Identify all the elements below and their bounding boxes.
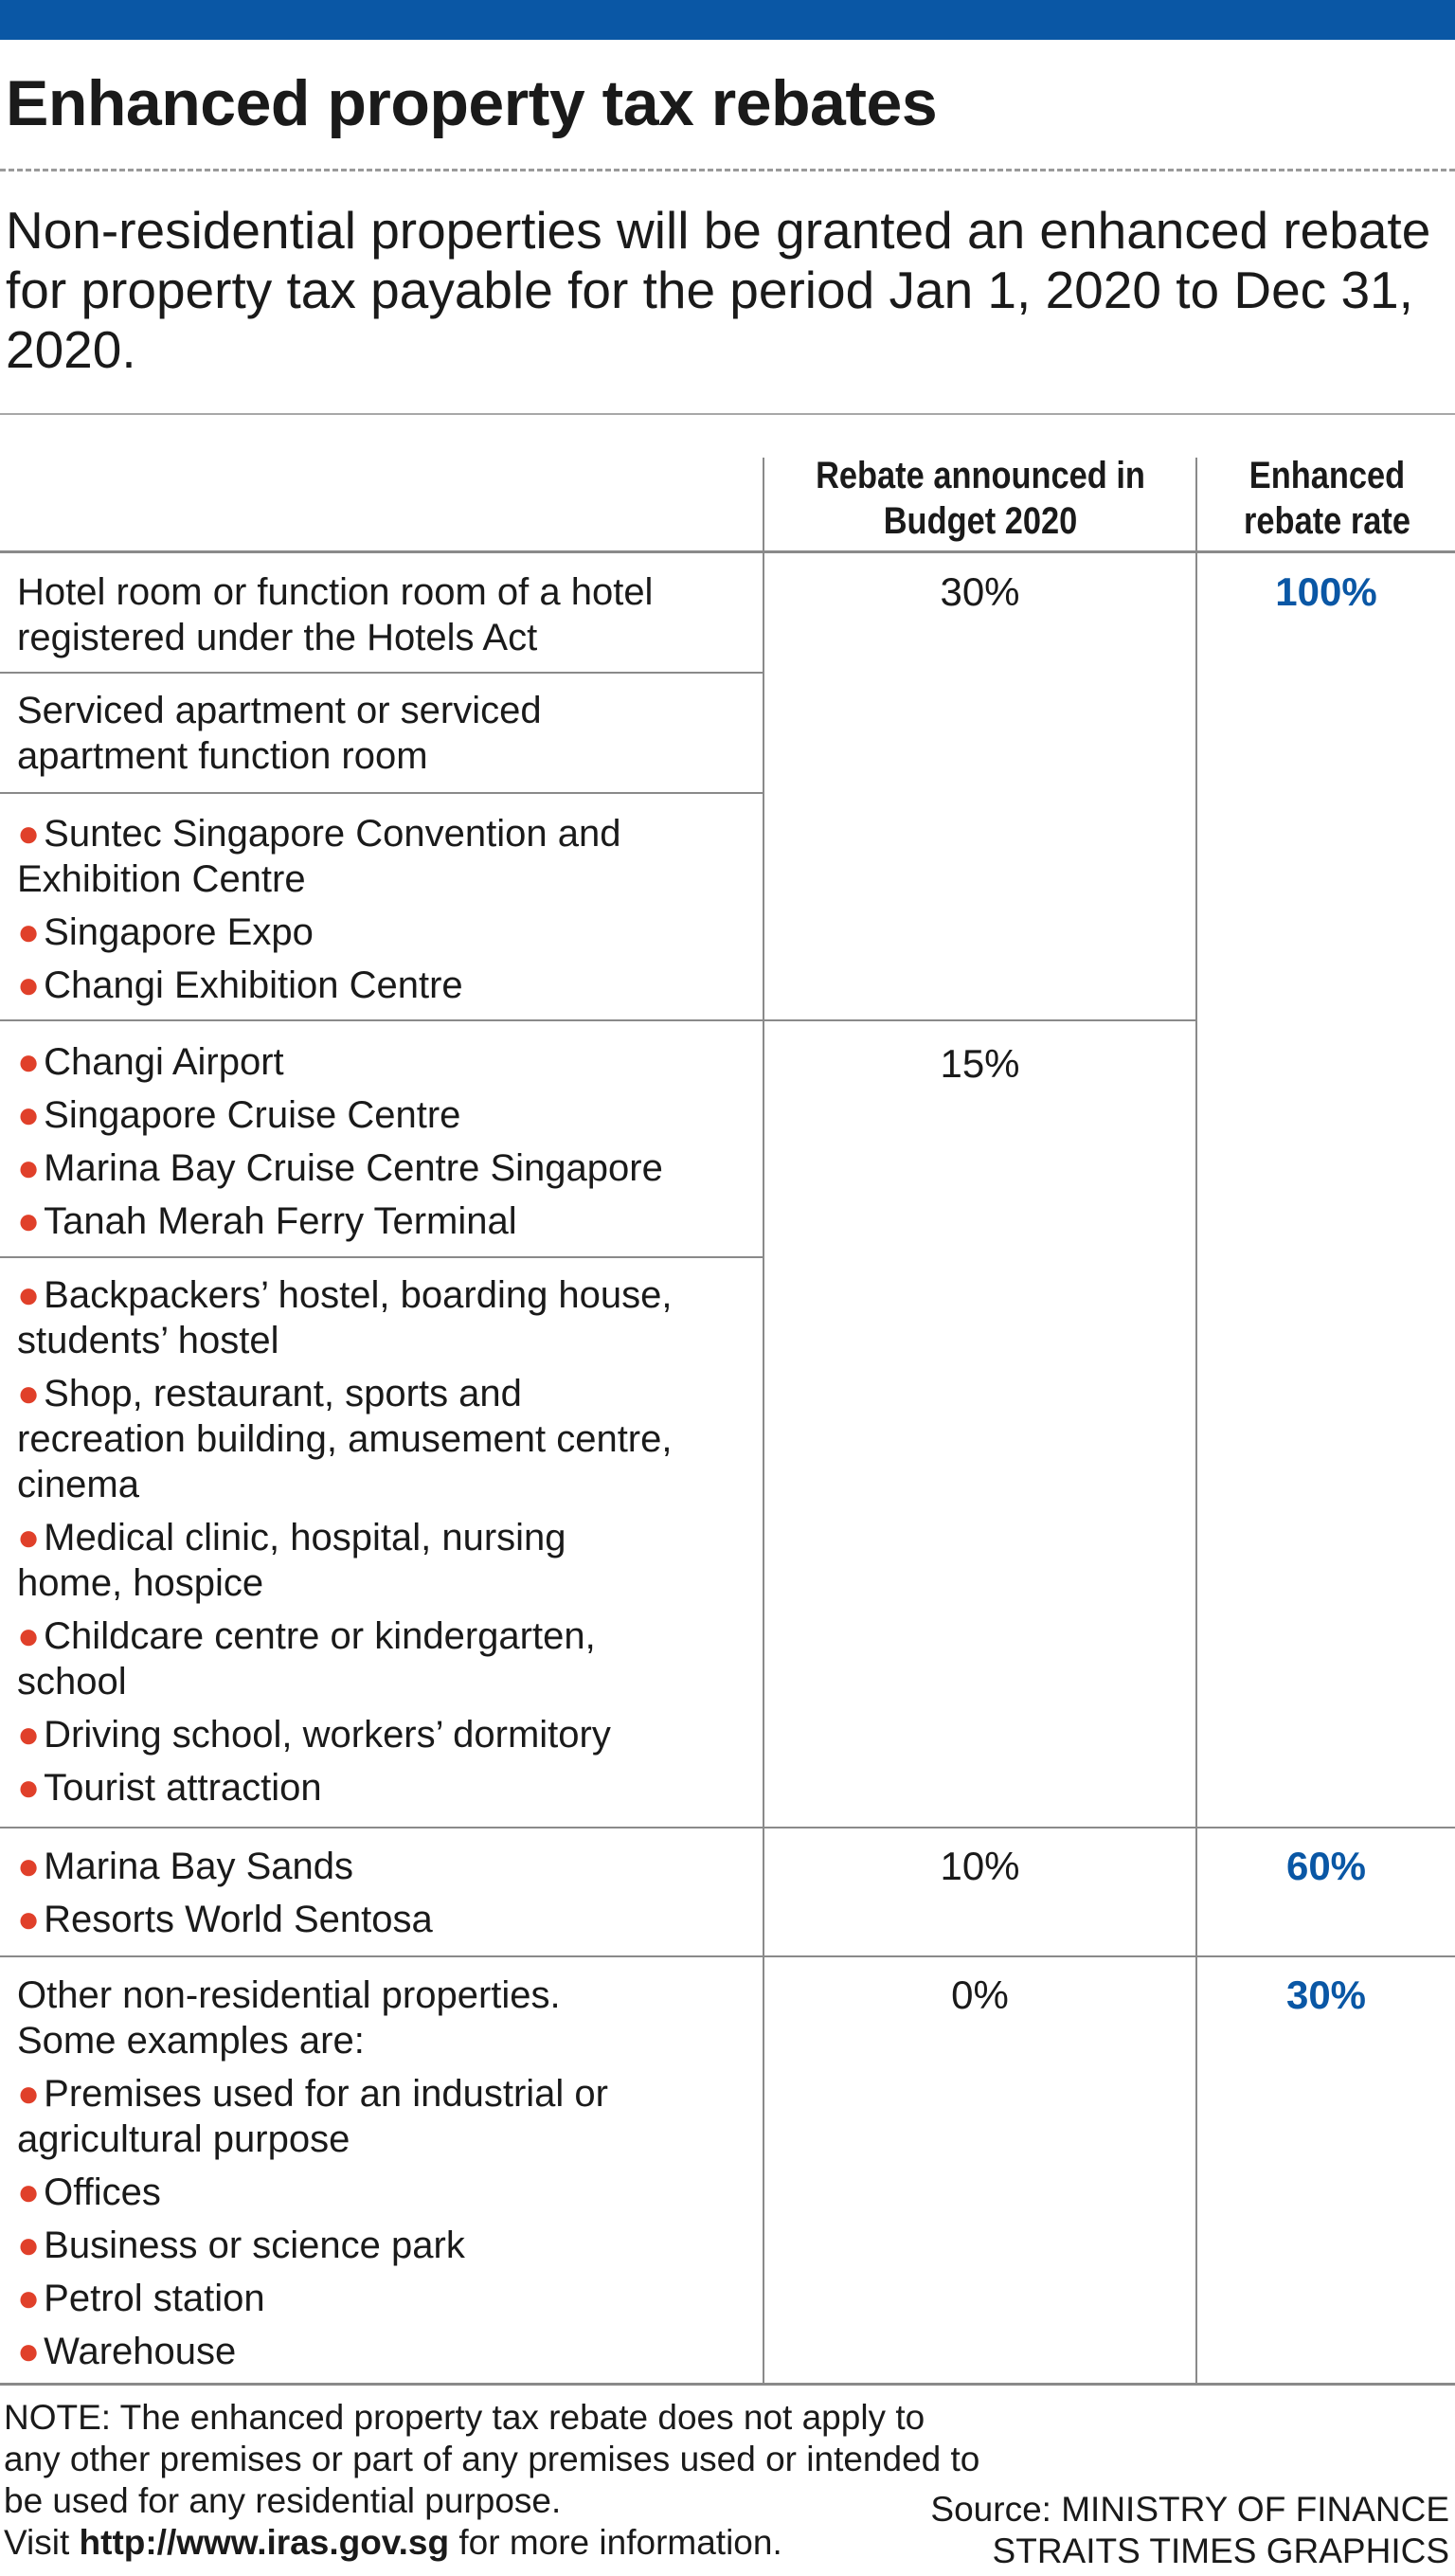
rebate-value-0: 0% [951, 1973, 1009, 2017]
list-item: ● Premises used for an industrial or agricultural purpose [17, 2073, 608, 2160]
header-rule [0, 550, 1455, 553]
visit-suffix: for more information. [449, 2523, 782, 2562]
bullet-icon: ● [17, 1517, 41, 1558]
column-header-budget-rebate: Rebate announced in Budget 2020 [816, 455, 1145, 542]
table-bottom-rule [0, 2383, 1455, 2386]
list-item: ● Offices [17, 2171, 161, 2213]
title-divider [0, 169, 1455, 171]
row-label-other: Other non-residential properties. Some examples are: [17, 1974, 561, 2062]
list-item: ● Changi Exhibition Centre [17, 964, 463, 1006]
bullet-icon: ● [17, 1373, 41, 1414]
list-item: ● Petrol station [17, 2278, 265, 2319]
list-item: ● Resorts World Sentosa [17, 1899, 433, 1940]
bullet-icon: ● [17, 964, 41, 1006]
bullet-icon: ● [17, 1615, 41, 1657]
source-line: Source: MINISTRY OF FINANCE [930, 2490, 1449, 2529]
list-item: ● Medical clinic, hospital, nursing home, hospice [17, 1517, 566, 1604]
list-item: ● Marina Bay Cruise Centre Singapore [17, 1147, 663, 1189]
section-divider [0, 413, 1455, 415]
bullet-icon: ● [17, 911, 41, 953]
bullet-icon: ● [17, 1200, 41, 1242]
other-property-list [17, 2071, 680, 2382]
bullet-icon: ● [17, 2073, 41, 2115]
bullet-icon: ● [17, 813, 41, 855]
row-divider [0, 792, 763, 794]
top-accent-bar [0, 0, 1455, 40]
list-item: ● Backpackers’ hostel, boarding house, students’ hostel [17, 1274, 673, 1361]
page-title: Enhanced property tax rebates [6, 67, 938, 139]
source-credit [930, 2489, 1449, 2572]
note-text: NOTE: The enhanced property tax rebate does not apply to any other premises or part of any premises used or intended to be used for any residential purpose. [4, 2398, 980, 2520]
bullet-icon: ● [17, 1899, 41, 1940]
row-divider [0, 1019, 1195, 1021]
bullet-icon: ● [17, 1274, 41, 1316]
list-item: ● Shop, restaurant, sports and recreation building, amusement centre, cinema [17, 1373, 673, 1505]
row-divider [0, 1256, 763, 1258]
list-item: ● Business or science park [17, 2225, 465, 2266]
bullet-icon: ● [17, 1714, 41, 1756]
visit-prefix: Visit [4, 2523, 80, 2562]
enhanced-value-30: 30% [1285, 1973, 1367, 2017]
venue-list [17, 811, 746, 1016]
list-item: ● Suntec Singapore Convention and Exhibition Centre [17, 813, 621, 900]
iras-link[interactable]: http://www.iras.gov.sg [79, 2523, 450, 2562]
row-divider [0, 1955, 1455, 1957]
list-item: ● Tanah Merah Ferry Terminal [17, 1200, 517, 1242]
column-header-enhanced-rate: Enhanced rebate rate [1244, 455, 1410, 542]
bullet-icon: ● [17, 1041, 41, 1083]
misc-property-list [17, 1272, 680, 1818]
column-divider-1 [763, 458, 764, 2385]
list-item: ● Singapore Cruise Centre [17, 1094, 461, 1136]
rebate-value-10: 10% [940, 1844, 1020, 1888]
footnote [4, 2397, 989, 2564]
list-item: ● Warehouse [17, 2331, 237, 2372]
column-divider-2 [1195, 458, 1197, 2385]
enhanced-value-60: 60% [1285, 1844, 1367, 1888]
integrated-resort-list [17, 1844, 746, 1950]
bullet-icon: ● [17, 1846, 41, 1887]
row-label-hotel: Hotel room or function room of a hotel registered under the Hotels Act [17, 571, 654, 658]
row-divider [0, 1827, 1455, 1828]
subtitle: Non-residential properties will be granted an enhanced rebate for property tax payable for the period Jan 1, 2020 to Dec 31, 2020. [6, 201, 1431, 379]
list-item: ● Childcare centre or kindergarten, school [17, 1615, 596, 1702]
list-item: ● Driving school, workers’ dormitory [17, 1714, 611, 1756]
list-item: ● Changi Airport [17, 1041, 284, 1083]
bullet-icon: ● [17, 1767, 41, 1809]
rebate-value-30: 30% [940, 569, 1020, 614]
row-label-serviced-apartment: Serviced apartment or serviced apartment function room [17, 690, 542, 777]
list-item: ● Singapore Expo [17, 911, 314, 953]
enhanced-value-100: 100% [1275, 569, 1377, 614]
row-divider [0, 672, 763, 674]
rebate-value-15: 15% [940, 1041, 1020, 1086]
bullet-icon: ● [17, 1147, 41, 1189]
list-item: ● Tourist attraction [17, 1767, 322, 1809]
bullet-icon: ● [17, 2225, 41, 2266]
graphics-credit: STRAITS TIMES GRAPHICS [992, 2531, 1449, 2570]
bullet-icon: ● [17, 2278, 41, 2319]
bullet-icon: ● [17, 1094, 41, 1136]
transport-list [17, 1039, 746, 1252]
bullet-icon: ● [17, 2171, 41, 2213]
list-item: ● Marina Bay Sands [17, 1846, 354, 1887]
bullet-icon: ● [17, 2331, 41, 2372]
